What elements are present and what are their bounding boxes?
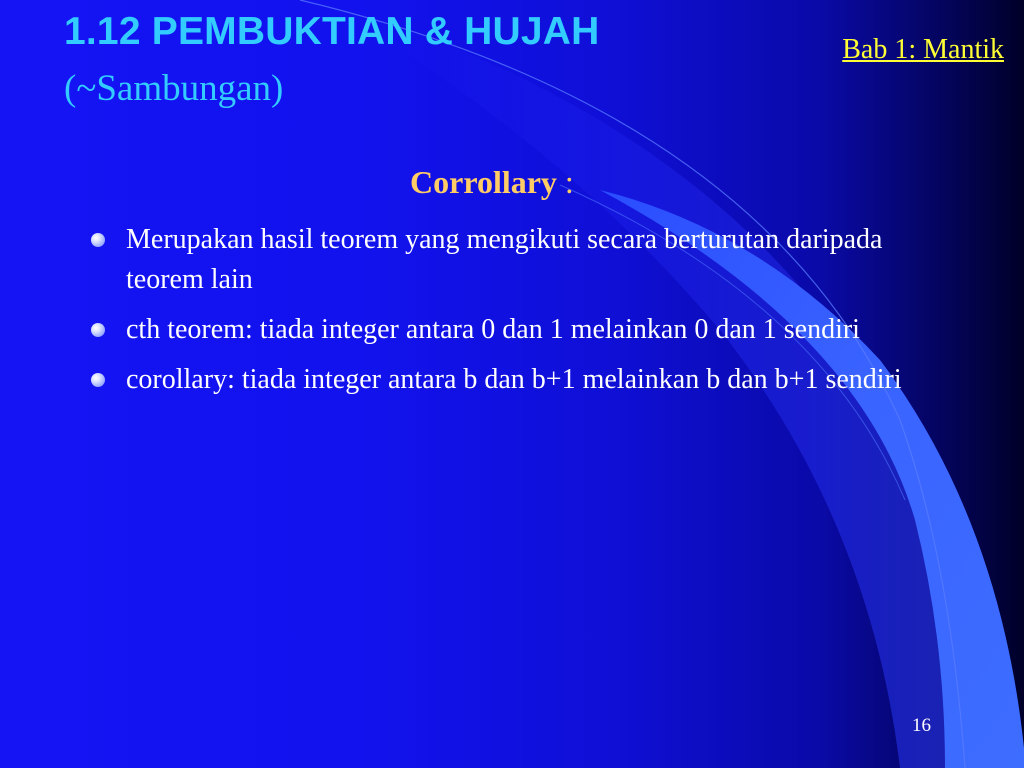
bullet-text: Merupakan hasil teorem yang mengikuti secara berturutan daripada teorem lain [126,224,883,295]
heading-colon: : [556,164,574,200]
heading-term: Corrollary [410,164,557,200]
bullet-list [90,220,935,410]
slide-title: 1.12 PEMBUKTIAN & HUJAH [64,10,600,53]
bullet-item [90,310,935,350]
slide-subtitle: (~Sambungan) [64,68,284,109]
bullet-item [90,220,935,300]
bullet-dot-icon [91,233,105,247]
bullet-item [90,360,935,400]
page-number: 16 [912,715,931,736]
chapter-link[interactable]: Bab 1: Mantik [842,34,1004,65]
bullet-text: cth teorem: tiada integer antara 0 dan 1 melainkan 0 dan 1 sendiri [126,314,860,345]
bullet-dot-icon [91,373,105,387]
bullet-dot-icon [91,323,105,337]
section-heading [410,164,574,201]
bullet-text: corollary: tiada integer antara b dan b+1 melainkan b dan b+1 sendiri [126,364,902,395]
